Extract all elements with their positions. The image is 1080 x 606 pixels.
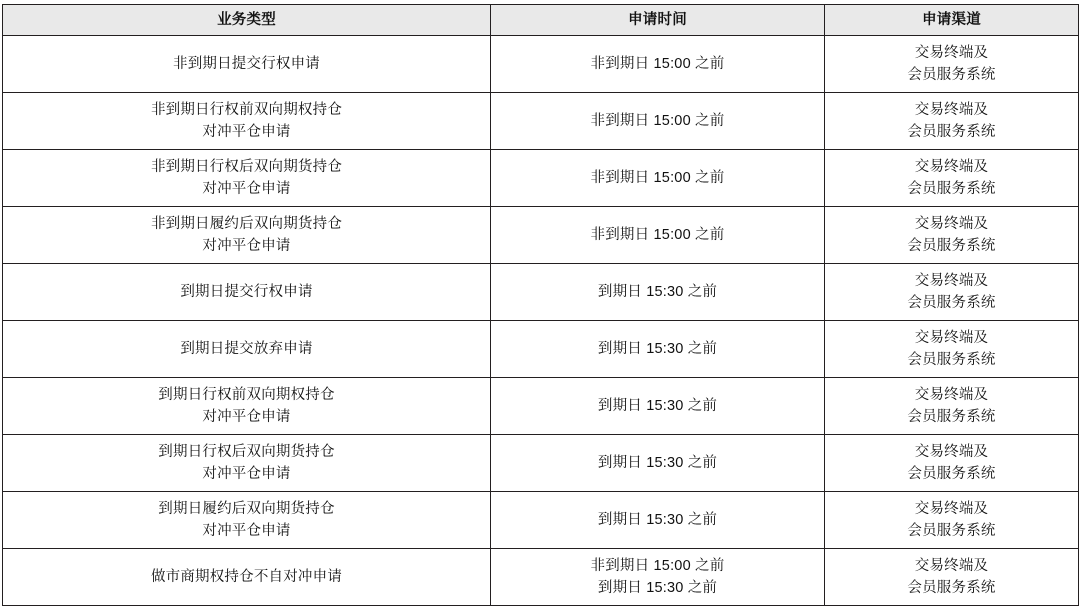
text-line: 交易终端及 [914, 329, 989, 346]
text-line: 对冲平仓申请 [202, 124, 291, 140]
cell-application-channel [825, 150, 1079, 207]
text-line: 会员服务系统 [907, 238, 996, 254]
text-line: 会员服务系统 [907, 67, 996, 83]
text-line: 非到期日行权后双向期货持仓 [150, 158, 343, 175]
cell-application-channel [825, 492, 1079, 549]
text-line: 交易终端及 [914, 272, 989, 289]
text-line: 交易终端及 [914, 158, 989, 175]
cell-application-time [491, 264, 825, 321]
text-line: 到期日 15:30 之前 [597, 454, 718, 471]
text-line: 会员服务系统 [907, 409, 996, 425]
text-line: 非到期日提交行权申请 [173, 55, 320, 72]
text-line: 到期日 15:30 之前 [597, 397, 718, 414]
cell-business-type [3, 207, 491, 264]
text-line: 到期日提交放弃申请 [180, 340, 313, 357]
cell-application-channel [825, 93, 1079, 150]
text-line: 非到期日履约后双向期货持仓 [150, 215, 343, 232]
table-row [3, 549, 1079, 606]
text-line: 到期日 15:30 之前 [597, 340, 718, 357]
text-line: 对冲平仓申请 [202, 409, 291, 425]
column-header-application-time: 申请时间 [491, 5, 825, 36]
text-line: 交易终端及 [914, 215, 989, 232]
text-line: 会员服务系统 [907, 181, 996, 197]
cell-application-channel [825, 549, 1079, 606]
cell-application-channel [825, 321, 1079, 378]
cell-business-type [3, 378, 491, 435]
text-line: 交易终端及 [914, 386, 989, 403]
column-header-business-type: 业务类型 [3, 5, 491, 36]
table-body [3, 36, 1079, 606]
text-line: 到期日 15:30 之前 [597, 511, 718, 528]
text-line: 做市商期权持仓不自对冲申请 [150, 568, 343, 585]
cell-application-channel [825, 264, 1079, 321]
table-row [3, 264, 1079, 321]
table-row [3, 93, 1079, 150]
cell-business-type [3, 150, 491, 207]
text-line: 到期日行权前双向期权持仓 [158, 386, 335, 403]
text-line: 交易终端及 [914, 101, 989, 118]
text-line: 到期日 15:30 之前 [597, 283, 718, 300]
text-line: 到期日履约后双向期货持仓 [158, 500, 335, 517]
cell-application-time [491, 435, 825, 492]
text-line: 到期日 15:30 之前 [597, 580, 718, 596]
text-line: 会员服务系统 [907, 523, 996, 539]
table-header [3, 5, 1079, 36]
cell-application-time [491, 321, 825, 378]
table-header-row [3, 5, 1079, 36]
text-line: 非到期日行权前双向期权持仓 [150, 101, 343, 118]
cell-application-channel [825, 207, 1079, 264]
text-line: 交易终端及 [914, 557, 989, 574]
cell-business-type [3, 93, 491, 150]
text-line: 对冲平仓申请 [202, 523, 291, 539]
text-line: 交易终端及 [914, 443, 989, 460]
cell-application-time [491, 549, 825, 606]
cell-business-type [3, 264, 491, 321]
table-row [3, 435, 1079, 492]
cell-business-type [3, 492, 491, 549]
cell-application-channel [825, 36, 1079, 93]
table-row [3, 207, 1079, 264]
business-rules-table [2, 4, 1079, 606]
text-line: 到期日行权后双向期货持仓 [158, 443, 335, 460]
cell-business-type [3, 549, 491, 606]
table-row [3, 150, 1079, 207]
text-line: 到期日提交行权申请 [180, 283, 313, 300]
cell-application-time [491, 150, 825, 207]
cell-application-time [491, 492, 825, 549]
text-line: 会员服务系统 [907, 124, 996, 140]
text-line: 交易终端及 [914, 44, 989, 61]
text-line: 非到期日 15:00 之前 [590, 169, 725, 186]
cell-application-time [491, 93, 825, 150]
text-line: 非到期日 15:00 之前 [590, 557, 725, 574]
table-row [3, 36, 1079, 93]
cell-business-type [3, 321, 491, 378]
text-line: 对冲平仓申请 [202, 238, 291, 254]
cell-application-channel [825, 378, 1079, 435]
text-line: 会员服务系统 [907, 580, 996, 596]
cell-business-type [3, 36, 491, 93]
table-row [3, 321, 1079, 378]
cell-business-type [3, 435, 491, 492]
column-header-application-channel: 申请渠道 [825, 5, 1079, 36]
table-row [3, 492, 1079, 549]
cell-application-time [491, 207, 825, 264]
text-line: 会员服务系统 [907, 466, 996, 482]
text-line: 交易终端及 [914, 500, 989, 517]
text-line: 对冲平仓申请 [202, 181, 291, 197]
text-line: 对冲平仓申请 [202, 466, 291, 482]
text-line: 非到期日 15:00 之前 [590, 112, 725, 129]
text-line: 非到期日 15:00 之前 [590, 226, 725, 243]
table-row [3, 378, 1079, 435]
cell-application-time [491, 36, 825, 93]
text-line: 非到期日 15:00 之前 [590, 55, 725, 72]
text-line: 会员服务系统 [907, 295, 996, 311]
cell-application-channel [825, 435, 1079, 492]
text-line: 会员服务系统 [907, 352, 996, 368]
cell-application-time [491, 378, 825, 435]
